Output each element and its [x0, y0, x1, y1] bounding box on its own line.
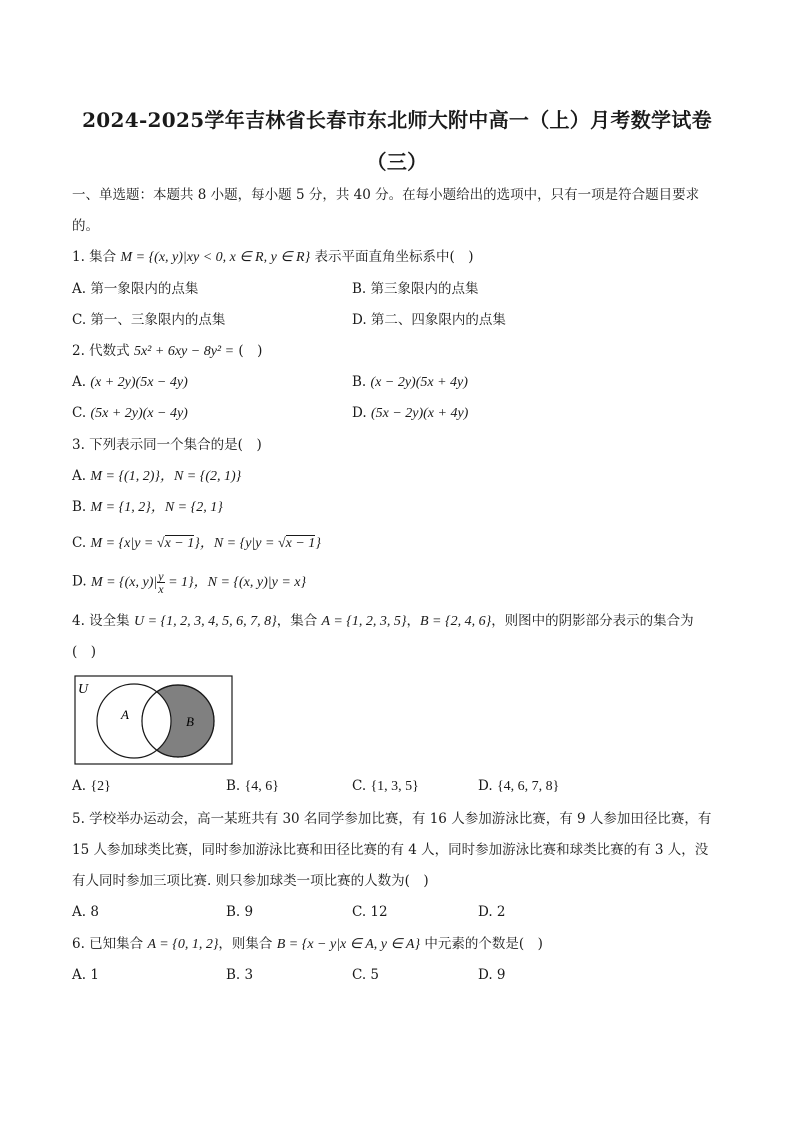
section-header-cont: 的。 — [72, 218, 99, 234]
q5-option-a: A. 8 — [72, 904, 99, 920]
q2-option-a: A. (x + 2y)(5x − 4y) — [72, 374, 188, 390]
q2-option-b: B. (x − 2y)(5x + 4y) — [352, 374, 468, 390]
question-5-stem: 5. 学校举办运动会，高一某班共有 30 名同学参加比赛，有 16 人参加游泳比赛，有 9 人参加田径比赛，有 — [72, 811, 712, 827]
question-3-stem: 3. 下列表示同一个集合的是( ) — [72, 437, 262, 453]
question-4-stem-cont: ( ) — [72, 644, 97, 660]
q4-option-a: A. {2} — [72, 778, 111, 794]
q2-option-c: C. (5x + 2y)(x − 4y) — [72, 405, 188, 421]
q2-option-d: D. (5x − 2y)(x + 4y) — [352, 405, 469, 421]
q3-option-a: A. M = {(1, 2)}，N = {(2, 1)} — [72, 468, 242, 484]
q6-option-b: B. 3 — [226, 967, 254, 983]
q6-option-d: D. 9 — [478, 967, 506, 983]
q5-option-d: D. 2 — [478, 904, 506, 920]
exam-title: 2024-2025学年吉林省长春市东北师大附中高一（上）月考数学试卷 — [82, 108, 712, 132]
question-5-stem-cont: 15 人参加球类比赛，同时参加游泳比赛和田径比赛的有 4 人，同时参加游泳比赛和球类比赛的有 3 人，没 — [72, 842, 709, 858]
venn-label-u: U — [78, 682, 89, 697]
q6-option-a: A. 1 — [72, 967, 99, 983]
question-6-stem: 6. 已知集合 A = {0, 1, 2}，则集合 B = {x − y|x ∈ A, y ∈ A} 中元素的个数是( ) — [72, 936, 543, 952]
q3-option-b: B. M = {1, 2}，N = {2, 1} — [72, 499, 223, 515]
question-5-stem-end: 有人同时参加三项比赛. 则只参加球类一项比赛的人数为( ) — [72, 873, 429, 889]
question-2-stem: 2. 代数式 5x² + 6xy − 8y² = ( ) — [72, 343, 263, 359]
q3-option-d: D. M = {(x, y)| $\frac{y}{x}$ = 1}，N = {(x, y)|y = x} — [72, 569, 307, 596]
q1-option-d: D. 第二、四象限内的点集 — [352, 312, 506, 328]
q1-option-c: C. 第一、三象限内的点集 — [72, 312, 226, 328]
q4-option-b: B. {4, 6} — [226, 778, 279, 794]
q4-option-c: C. {1, 3, 5} — [352, 778, 419, 794]
venn-label-b: B — [186, 714, 194, 729]
q3-option-c: C. M = {x|y = √x − 1}，N = {y|y = √x − 1} — [72, 535, 321, 551]
question-4-stem: 4. 设全集 U = {1, 2, 3, 4, 5, 6, 7, 8}，集合 A = {1, 2, 3, 5}，B = {2, 4, 6}，则图中的阴影部分表示的集合为 — [72, 613, 694, 629]
exam-title-sub: （三） — [366, 150, 428, 174]
q1-option-a: A. 第一象限内的点集 — [72, 281, 199, 297]
q1-math: M = {(x, y)|xy < 0, x ∈ R, y ∈ R} — [120, 250, 311, 265]
question-1-stem: 1. 集合 M = {(x, y)|xy < 0, x ∈ R, y ∈ R} 表示平面直角坐标系中( ) — [72, 249, 474, 265]
q5-option-c: C. 12 — [352, 904, 388, 920]
venn-label-a: A — [121, 707, 129, 722]
section-header: 一、单选题：本题共 8 小题，每小题 5 分，共 40 分。在每小题给出的选项中，只有一项是符合题目要求 — [72, 187, 700, 203]
q6-option-c: C. 5 — [352, 967, 380, 983]
q4-option-d: D. {4, 6, 7, 8} — [478, 778, 560, 794]
q2-math: 5x² + 6xy − 8y² = — [133, 344, 235, 359]
q5-option-b: B. 9 — [226, 904, 254, 920]
venn-diagram — [74, 675, 234, 767]
q1-option-b: B. 第三象限内的点集 — [352, 281, 479, 297]
